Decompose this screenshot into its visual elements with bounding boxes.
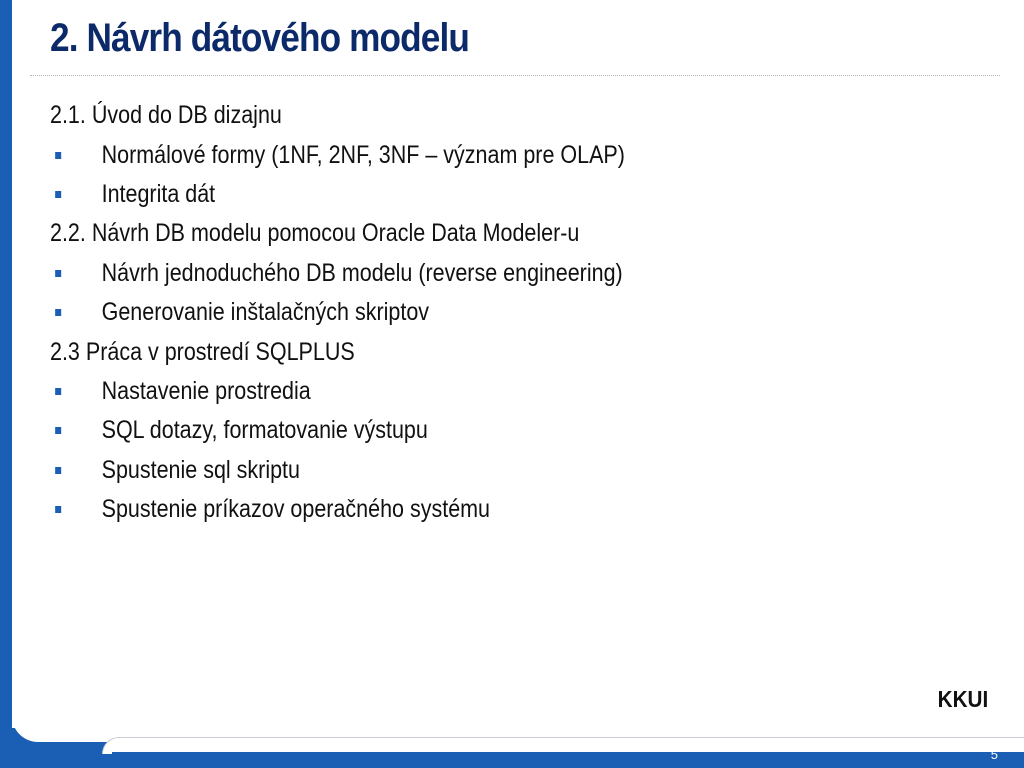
square-bullet-icon <box>55 152 61 159</box>
square-bullet-icon <box>55 467 61 474</box>
square-bullet-icon <box>55 309 61 316</box>
bullet-item: Integrita dát <box>50 175 824 214</box>
bullet-item: Generovanie inštalačných skriptov <box>50 293 824 332</box>
bullet-item: Návrh jednoduchého DB modelu (reverse engineering) <box>50 254 824 293</box>
square-bullet-icon <box>55 427 61 434</box>
square-bullet-icon <box>55 506 61 513</box>
section-item: 2.1. Úvod do DB dizajnu <box>50 101 282 130</box>
bullet-item: Spustenie sql skriptu <box>50 451 824 490</box>
square-bullet-icon <box>55 191 61 198</box>
page-number: 5 <box>990 747 998 762</box>
frame-left-band <box>0 0 12 768</box>
bullet-item: Normálové formy (1NF, 2NF, 3NF – význam pre OLAP) <box>50 135 824 174</box>
bullet-item: SQL dotazy, formatovanie výstupu <box>50 411 824 450</box>
content-list <box>50 96 950 529</box>
content-rounded-corner <box>12 702 132 742</box>
square-bullet-icon <box>55 388 61 395</box>
bullet-item: Nastavenie prostredia <box>50 372 824 411</box>
title-divider <box>30 75 1000 76</box>
section-item: 2.3 Práca v prostredí SQLPLUS <box>50 337 355 366</box>
slide-title: 2. Návrh dátového modelu <box>50 16 469 60</box>
brand-label: KKUI <box>937 686 988 712</box>
section-item: 2.2. Návrh DB modelu pomocou Oracle Data Modeler-u <box>50 219 580 248</box>
square-bullet-icon <box>55 270 61 277</box>
bullet-item: Spustenie príkazov operačného systému <box>50 490 824 529</box>
